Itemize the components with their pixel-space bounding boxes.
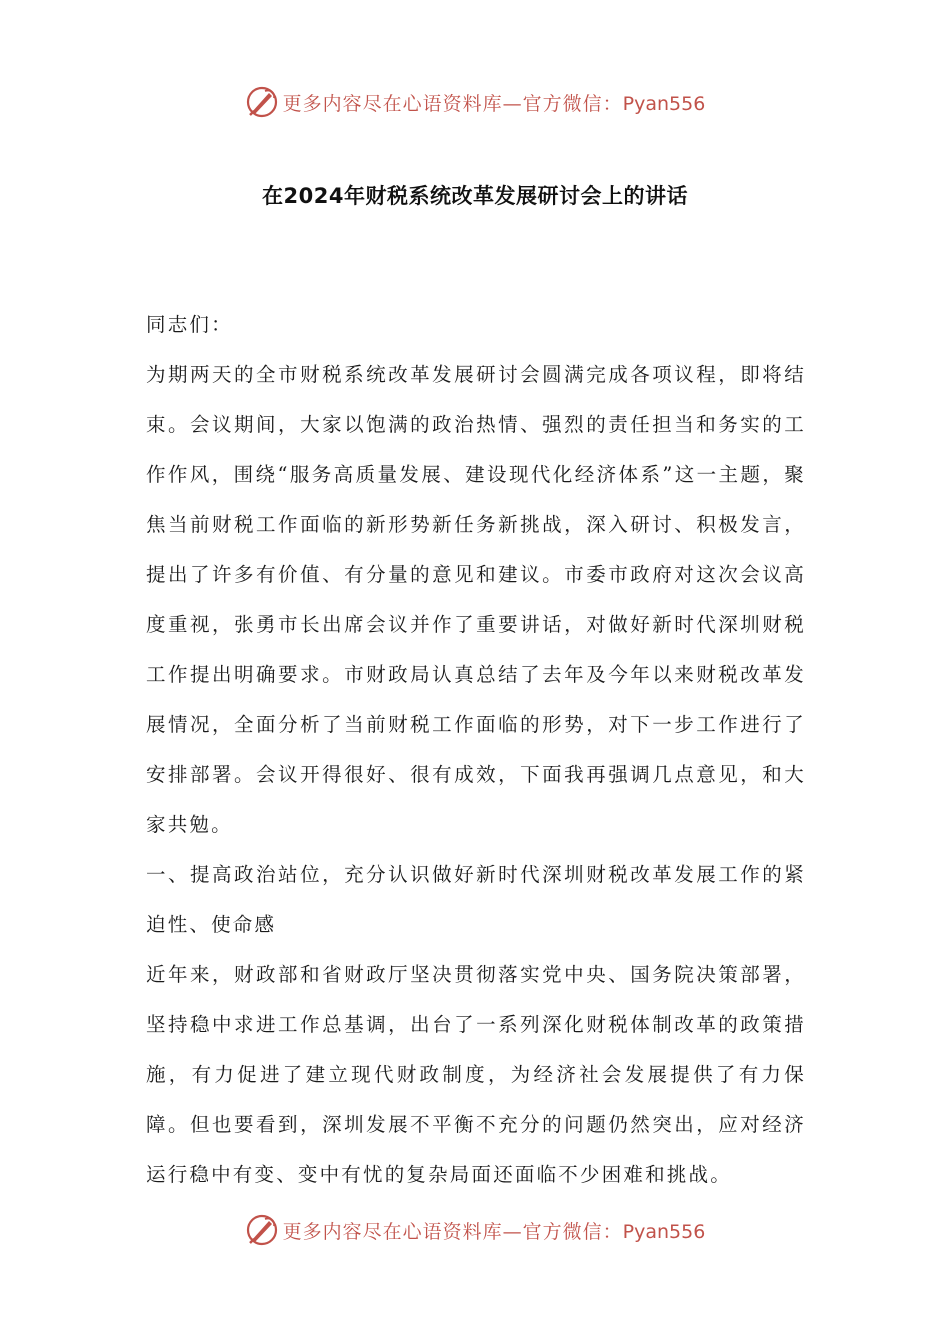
footer-watermark [0, 1210, 950, 1250]
paragraph: 近年来，财政部和省财政厅坚决贯彻落实党中央、国务院决策部署，坚持稳中求进工作总基调，出台了一系列深化财税体制改革的政策措施，有力促进了建立现代财政制度，为经济社会发展提供了有力保障。但也要看到，深圳发展不平衡不充分的问题仍然突出，应对经济运行稳中有变、变中有忧的复杂局面还面临不少困难和挑战。 [146, 963, 806, 1186]
document-title: 在2024年财税系统改革发展研讨会上的讲话 [262, 184, 688, 208]
salutation: 同志们： [146, 313, 233, 336]
watermark-text: 更多内容尽在心语资料库—官方微信： [282, 1220, 623, 1243]
document-body [146, 300, 806, 1200]
wechat-id: Pyan556 [622, 92, 706, 115]
watermark-text: 更多内容尽在心语资料库—官方微信： [282, 92, 623, 115]
pen-logo-icon [245, 85, 279, 119]
header-watermark [0, 82, 950, 122]
pen-logo-icon [245, 1213, 279, 1247]
wechat-id: Pyan556 [622, 1220, 706, 1243]
paragraph: 为期两天的全市财税系统改革发展研讨会圆满完成各项议程，即将结束。会议期间，大家以饱满的政治热情、强烈的责任担当和务实的工作作风，围绕“服务高质量发展、建设现代化经济体系”这一主题，聚焦当前财税工作面临的新形势新任务新挑战，深入研讨、积极发言，提出了许多有价值、有分量的意见和建议。市委市政府对这次会议高度重视，张勇市长出席会议并作了重要讲话，对做好新时代深圳财税工作提出明确要求。市财政局认真总结了去年及今年以来财税改革发展情况，全面分析了当前财税工作面临的形势，对下一步工作进行了安排部署。会议开得很好、很有成效，下面我再强调几点意见，和大家共勉。 [146, 363, 806, 836]
section-heading: 一、提高政治站位，充分认识做好新时代深圳财税改革发展工作的紧迫性、使命感 [146, 863, 806, 936]
